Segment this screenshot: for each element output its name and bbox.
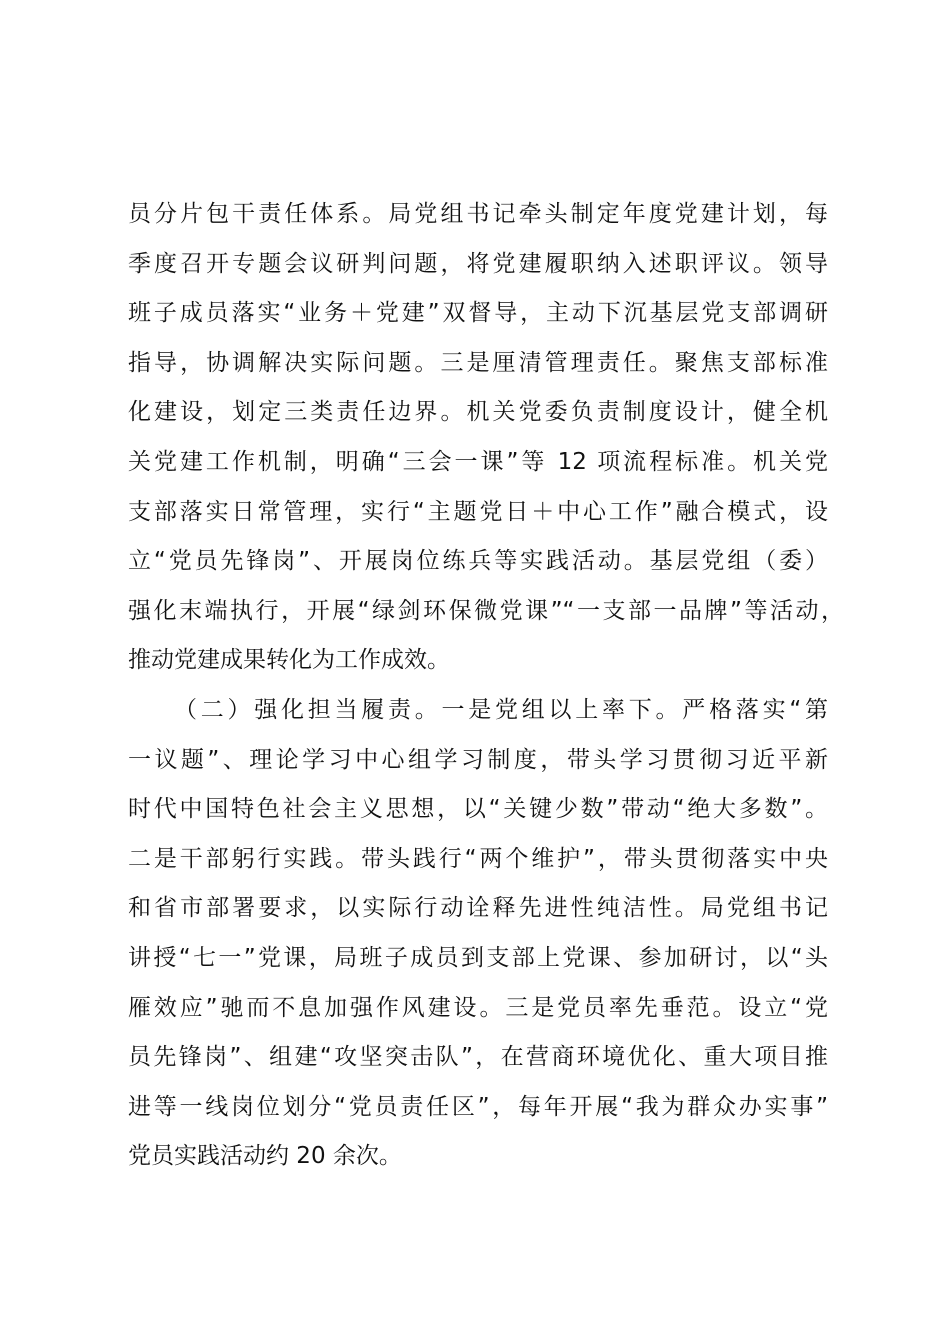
text-line: 进等一线岗位划分“党员责任区”，每年开展“我为群众办实事” xyxy=(128,1093,828,1120)
text-line: 二是干部躬行实践。带头践行“两个维护”，带头贯彻落实中央 xyxy=(128,845,828,872)
text-line: 推动党建成果转化为工作成效。 xyxy=(128,647,450,674)
paragraph-2 xyxy=(128,686,828,1182)
text-line: 班子成员落实“业务＋党建”双督导，主动下沉基层党支部调研 xyxy=(128,300,828,327)
text-line: 员先锋岗”、组建“攻坚突击队”，在营商环境优化、重大项目推 xyxy=(128,1044,828,1071)
text-line: 讲授“七一”党课，局班子成员到支部上党课、参加研讨，以“头 xyxy=(128,944,828,971)
text-line: 立“党员先锋岗”、开展岗位练兵等实践活动。基层党组（委） xyxy=(128,548,828,575)
text-line: 时代中国特色社会主义思想，以“关键少数”带动“绝大多数”。 xyxy=(128,796,828,823)
text-line: 和省市部署要求，以实际行动诠释先进性纯洁性。局党组书记 xyxy=(128,895,828,922)
text-line: 党员实践活动约 20 余次。 xyxy=(128,1143,402,1170)
text-line: 季度召开专题会议研判问题，将党建履职纳入述职评议。领导 xyxy=(128,250,828,277)
paragraph-1 xyxy=(128,190,844,686)
text-line: 强化末端执行，开展“绿剑环保微党课”“一支部一品牌”等活动， xyxy=(128,597,844,624)
body-text xyxy=(128,190,844,1182)
text-line: 关党建工作机制，明确“三会一课”等 12 项流程标准。机关党 xyxy=(128,448,828,475)
text-line: 一议题”、理论学习中心组学习制度，带头学习贯彻习近平新 xyxy=(128,746,828,773)
text-line: 雁效应”驰而不息加强作风建设。三是党员率先垂范。设立“党 xyxy=(128,994,828,1021)
text-line: 员分片包干责任体系。局党组书记牵头制定年度党建计划，每 xyxy=(128,201,828,227)
text-line: 化建设，划定三类责任边界。机关党委负责制度设计，健全机 xyxy=(128,399,828,426)
text-line: 指导，协调解决实际问题。三是厘清管理责任。聚焦支部标准 xyxy=(128,349,828,376)
text-line: 支部落实日常管理，实行“主题党日＋中心工作”融合模式，设 xyxy=(128,498,828,525)
text-line: （二）强化担当履责。一是党组以上率下。严格落实“第 xyxy=(174,696,828,723)
